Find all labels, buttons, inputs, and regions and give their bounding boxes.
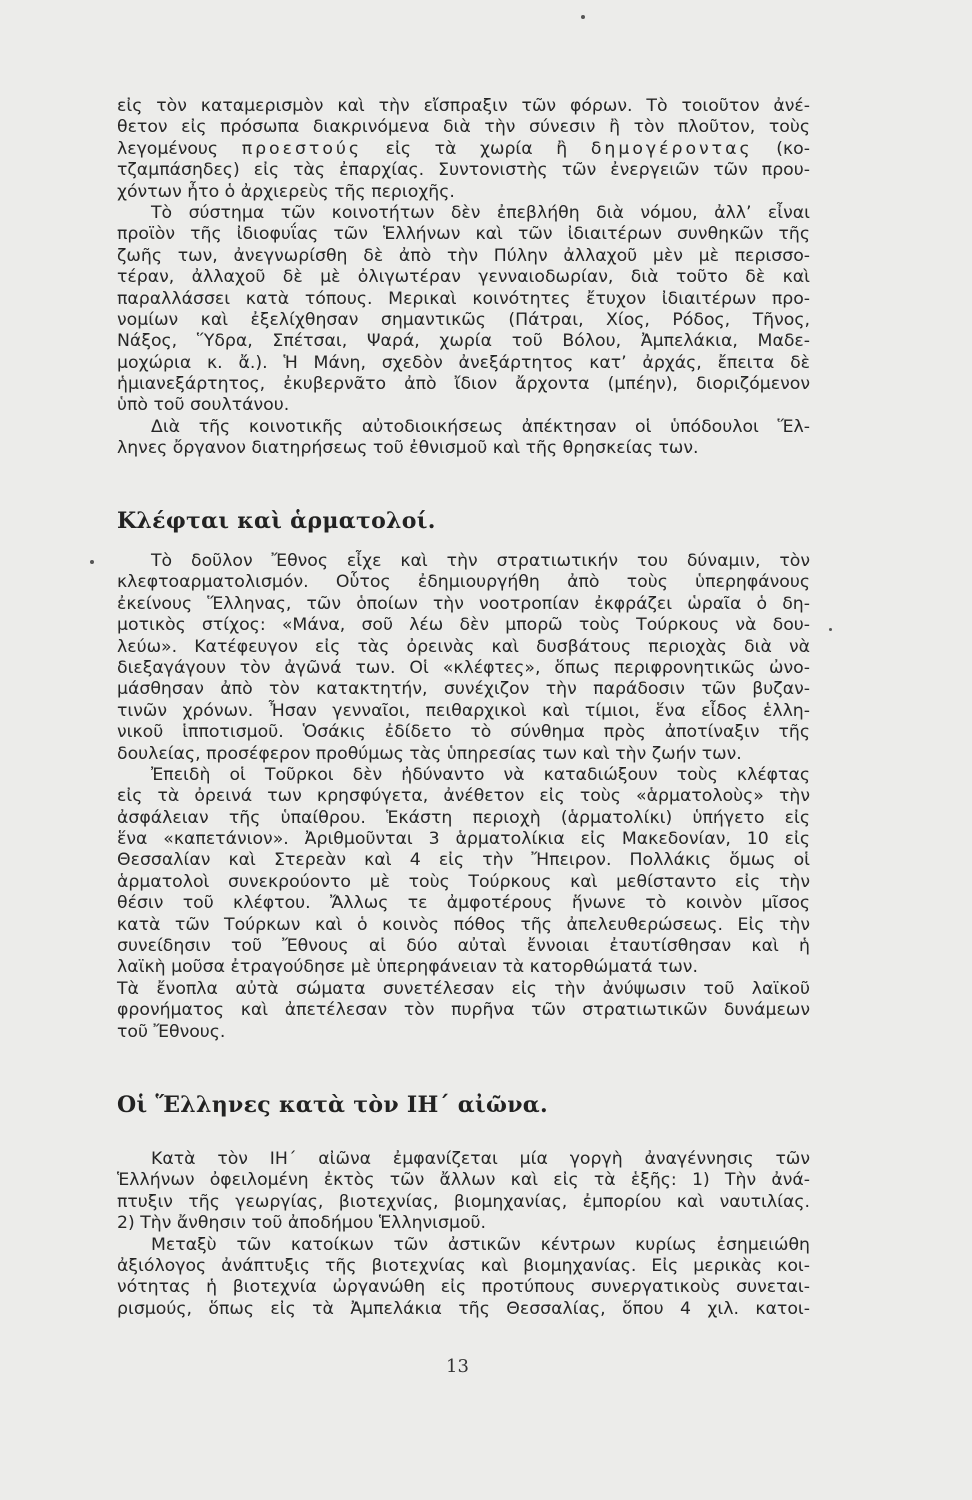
text-line: πτυξιν τῆς γεωργίας, βιοτεχνίας, βιομηχανίας, ἐμπορίου καὶ ναυτιλίας.: [117, 1191, 810, 1212]
text-line: τζαμπάσηδες) εἰς τὰς ἐπαρχίας. Συντονιστὴς τῶν ἐνεργειῶν τῶν πρου-: [117, 160, 810, 181]
text-line: Ἑλλήνων ὀφειλομένη ἐκτὸς τῶν ἄλλων καὶ εἰς τὰ ἑξῆς: 1) Τὴν ἀνά-: [117, 1170, 810, 1191]
paragraph-block-1: [117, 96, 810, 460]
text-line: ρισμούς, ὅπως εἰς τὰ Ἀμπελάκια τῆς Θεσσαλίας, ὅπου 4 χιλ. κατοι-: [117, 1298, 810, 1319]
text-line: λαϊκὴ μοῦσα ἐτραγούδησε μὲ ὑπερηφάνειαν τὰ κατορθώματά των.: [117, 957, 698, 978]
section-heading-18th-century: Οἱ Ἕλληνες κατὰ τὸν ΙΗ΄ αἰῶνα.: [117, 1092, 548, 1118]
text-line: Μεταξὺ τῶν κατοίκων τῶν ἀστικῶν κέντρων κυρίως ἐσημειώθη: [151, 1234, 810, 1255]
text-fragment: λεγομένους: [117, 138, 219, 159]
text-line: Νάξος, Ὕδρα, Σπέτσαι, Ψαρά, χωρία τοῦ Βόλου, Ἀμπελάκια, Μαδε-: [117, 331, 810, 352]
text-line: συνείδησιν τοῦ Ἔθνους αἱ δύο αὐταὶ ἔννοιαι ἐταυτίσθησαν καὶ ἡ: [117, 936, 810, 957]
text-line: ὑπὸ τοῦ σουλτάνου.: [117, 395, 290, 416]
print-speck: [829, 628, 832, 631]
spaced-word: δημογέροντας: [590, 138, 753, 159]
text-line: ἐκείνους Ἕλληνας, τῶν ὁποίων τὴν νοοτροπίαν ἐκφράζει ὡραῖα ὁ δη-: [117, 593, 810, 614]
text-line: κατὰ τῶν Τούρκων καὶ ὁ κοινὸς πόθος τῆς ἀπελευθερώσεως. Εἰς τὴν: [117, 914, 810, 935]
text-line: μάσθησαν ἀπὸ τὸν κατακτητήν, συνέχιζον τὴν παράδοσιν τῶν βυζαν-: [117, 679, 810, 700]
text-line: διεξαγάγουν τὸν ἀγῶνά των. Οἱ «κλέφτες», ὅπως περιφρονητικῶς ὠνο-: [117, 657, 810, 678]
text-line: ζωῆς των, ἀνεγνωρίσθη δὲ ἀπὸ τὴν Πύλην ἀλλαχοῦ μὲν μὲ περισσο-: [117, 245, 810, 266]
text-line: Ἐπειδὴ οἱ Τοῦρκοι δὲν ἠδύναντο νὰ καταδιώξουν τοὺς κλέφτας: [151, 764, 810, 785]
text-line: χόντων ἦτο ὁ ἀρχιερεὺς τῆς περιοχῆς.: [117, 181, 455, 202]
print-speck: [581, 15, 585, 19]
text-line: ἕνα «καπετάνιον». Ἀριθμοῦνται 3 ἁρματολίκια εἰς Μακεδονίαν, 10 εἰς: [117, 829, 810, 850]
text-line: [117, 139, 810, 160]
text-line: ἀσφάλειαν τῆς ὑπαίθρου. Ἑκάστη περιοχὴ (ἁρματολίκι) ὑπήγετο εἰς: [117, 807, 810, 828]
text-line: 2) Τὴν ἄνθησιν τοῦ ἀποδήμου Ἑλληνισμοῦ.: [117, 1213, 487, 1234]
text-line: τινῶν χρόνων. Ἦσαν γενναῖοι, πειθαρχικοὶ καὶ τίμιοι, ἕνα εἶδος ἑλλη-: [117, 700, 810, 721]
text-line: μοχώρια κ. ἄ.). Ἡ Μάνη, σχεδὸν ἀνεξάρτητος κατ’ ἀρχάς, ἔπειτα δὲ: [117, 352, 810, 373]
text-line: δουλείας, προσέφερον προθύμως τὰς ὑπηρεσίας των καὶ τὴν ζωήν των.: [117, 743, 742, 764]
print-speck: [90, 560, 94, 564]
text-line: εἰς τὰ ὀρεινά των κρησφύγετα, ἀνέθετον εἰς τοὺς «ἁρματολοὺς» τὴν: [117, 786, 810, 807]
text-line: θετον εἰς πρόσωπα διακρινόμενα διὰ τὴν σύνεσιν ἢ τὸν πλοῦτον, τοὺς: [117, 117, 810, 138]
text-line: νικοῦ ἱπποτισμοῦ. Ὁσάκις ἐδίδετο τὸ σύνθημα πρὸς ἀποτίναξιν τῆς: [117, 722, 810, 743]
text-line: μοτικὸς στίχος: «Μάνα, σοῦ λέω δὲν μπορῶ τοὺς Τούρκους νὰ δου-: [117, 615, 810, 636]
text-fragment: (κο-: [776, 138, 810, 159]
text-line: φρονήματος καὶ ἀπετέλεσαν τὸν πυρῆνα τῶν στρατιωτικῶν δυνάμεων: [117, 1000, 810, 1021]
text-line: εἰς τὸν καταμερισμὸν καὶ τὴν εἴσπραξιν τῶν φόρων. Τὸ τοιοῦτον ἀνέ-: [117, 96, 810, 116]
text-line: ἡμιανεξάρτητος, ἐκυβερνᾶτο ἀπὸ ἴδιον ἄρχοντα (μπέην), διοριζόμενον: [117, 374, 810, 395]
text-line: τέραν, ἀλλαχοῦ δὲ μὲ ὀλιγωτέραν γενναιοδωρίαν, διὰ τοῦτο δὲ καὶ: [117, 267, 810, 288]
text-line: παραλλάσσει κατὰ τόπους. Μερικαὶ κοινότητες ἔτυχον ἰδιαιτέρων προ-: [117, 288, 810, 309]
text-line: Τὰ ἔνοπλα αὐτὰ σώματα συνετέλεσαν εἰς τὴν ἀνύψωσιν τοῦ λαϊκοῦ: [117, 978, 810, 999]
text-fragment: εἰς τὰ χωρία ἢ: [385, 138, 568, 159]
text-line: Θεσσαλίαν καὶ Στερεὰν καὶ 4 εἰς τὴν Ἤπειρον. Πολλάκις ὅμως οἱ: [117, 850, 810, 871]
text-line: Τὸ σύστημα τῶν κοινοτήτων δὲν ἐπεβλήθη διὰ νόμου, ἀλλ’ εἶναι: [151, 202, 810, 223]
text-line: ἀξιόλογος ἀνάπτυξις τῆς βιοτεχνίας καὶ βιομηχανίας. Εἰς μερικὰς κοι-: [117, 1255, 810, 1276]
paragraph-block-3: [117, 1149, 810, 1320]
paragraph-block-2: [117, 551, 810, 1043]
text-line: κλεφτοαρματολισμόν. Οὗτος ἐδημιουργήθη ἀπὸ τοὺς ὑπερηφάνους: [117, 572, 810, 593]
text-line: νομίων καὶ ἐξελίχθησαν σημαντικῶς (Πάτραι, Χίος, Ρόδος, Τῆνος,: [117, 309, 810, 330]
page-number: 13: [446, 1356, 469, 1377]
text-line: προϊὸν τῆς ἰδιοφυΐας τῶν Ἑλλήνων καὶ τῶν ἰδιαιτέρων συνθηκῶν τῆς: [117, 224, 810, 245]
text-line: Διὰ τῆς κοινοτικῆς αὐτοδιοικήσεως ἀπέκτησαν οἱ ὑπόδουλοι Ἕλ-: [151, 416, 810, 437]
text-line: ληνες ὄργανον διατηρήσεως τοῦ ἐθνισμοῦ καὶ τῆς θρησκείας των.: [117, 438, 699, 459]
text-line: Κατὰ τὸν ΙΗ΄ αἰῶνα ἐμφανίζεται μία γοργὴ ἀναγέννησις τῶν: [151, 1149, 810, 1169]
text-line: ἁρματολοὶ συνεκρούοντο μὲ τοὺς Τούρκους καὶ μεθίσταντο εἰς τὴν: [117, 871, 810, 892]
text-line: τοῦ Ἔθνους.: [117, 1021, 226, 1042]
text-line: νότητας ἡ βιοτεχνία ὠργανώθη εἰς προτύπους συνεργατικοὺς συνεται-: [117, 1277, 810, 1298]
text-line: θέσιν τοῦ κλέφτου. Ἄλλως τε ἀμφοτέρους ἥνωνε τὸ κοινὸν μῖσος: [117, 893, 810, 914]
text-line: λεύω». Κατέφευγον εἰς τὰς ὀρεινὰς καὶ δυσβάτους περιοχὰς διὰ νὰ: [117, 636, 810, 657]
section-heading-klephts: Κλέφται καὶ ἁρματολοί.: [117, 508, 436, 534]
text-line: Τὸ δοῦλον Ἔθνος εἶχε καὶ τὴν στρατιωτικήν του δύναμιν, τὸν: [151, 551, 810, 571]
spaced-word: προεστούς: [241, 138, 363, 159]
